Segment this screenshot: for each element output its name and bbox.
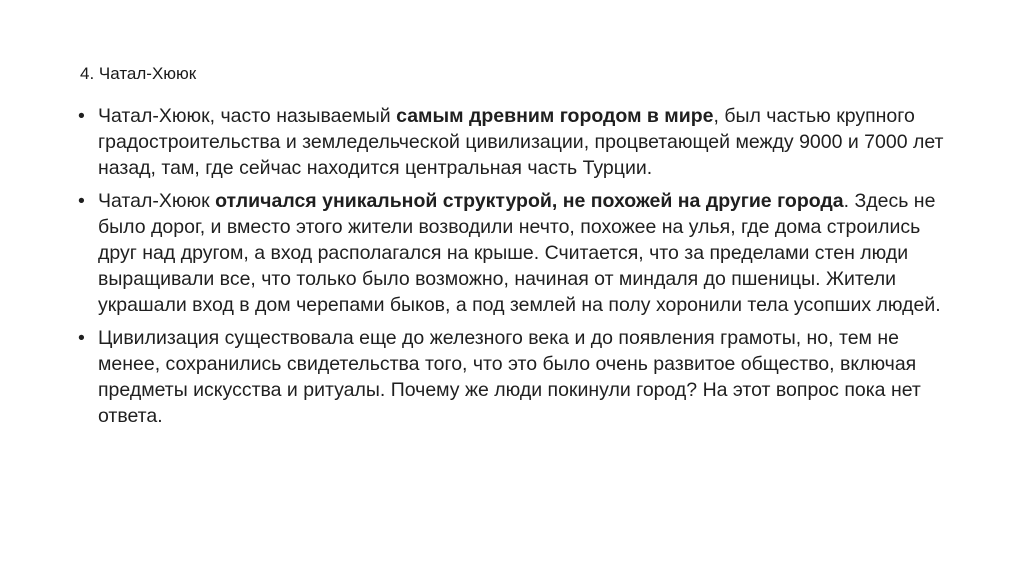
bullet-dot-icon: • [78,105,85,127]
bullet-text-segment: Цивилизация существовала еще до железного века и до появления грамоты, но, тем не менее, сохранились свидетельства того, что это было очень развитое общество, включая предметы искусства и ритуалы. Почему же люди покинули город? На этот вопрос пока нет ответа. [98,327,921,427]
bullet-text-segment: . Здесь не было дорог, и вместо этого жители возводили нечто, похожее на улья, где дома строились друг над другом, а вход располагался на крыше. Считается, что за пределами стен люди выращивали все, что только было возможно, начиная от миндаля до пшеницы. Жители украшали вход в дом черепами быков, а под землей на полу хоронили тела усопших людей. [98,190,941,316]
bullet-list [78,103,958,436]
bullet-dot-icon: • [78,190,85,212]
bullet-item [78,103,958,181]
bullet-text-segment: Чатал-Хююк [98,190,216,212]
bullet-text-emphasis: отличался уникальной структурой, не похожей на другие города [215,190,844,212]
bullet-text-segment: , был частью крупного градостроительства и земледельческой цивилизации, процветающей между 9000 и 7000 лет назад, там, где сейчас находится центральная часть Турции. [98,105,944,179]
bullet-text-emphasis: самым древним городом в мире [396,105,714,127]
bullet-text-segment: Чатал-Хююк, часто называемый [98,105,397,127]
bullet-text [98,105,943,179]
bullet-item [78,325,958,429]
bullet-dot-icon: • [78,327,85,349]
bullet-text [98,327,921,427]
bullet-item [78,188,958,318]
bullet-text [98,190,941,316]
slide-title: 4. Чатал-Хююк [80,64,197,83]
